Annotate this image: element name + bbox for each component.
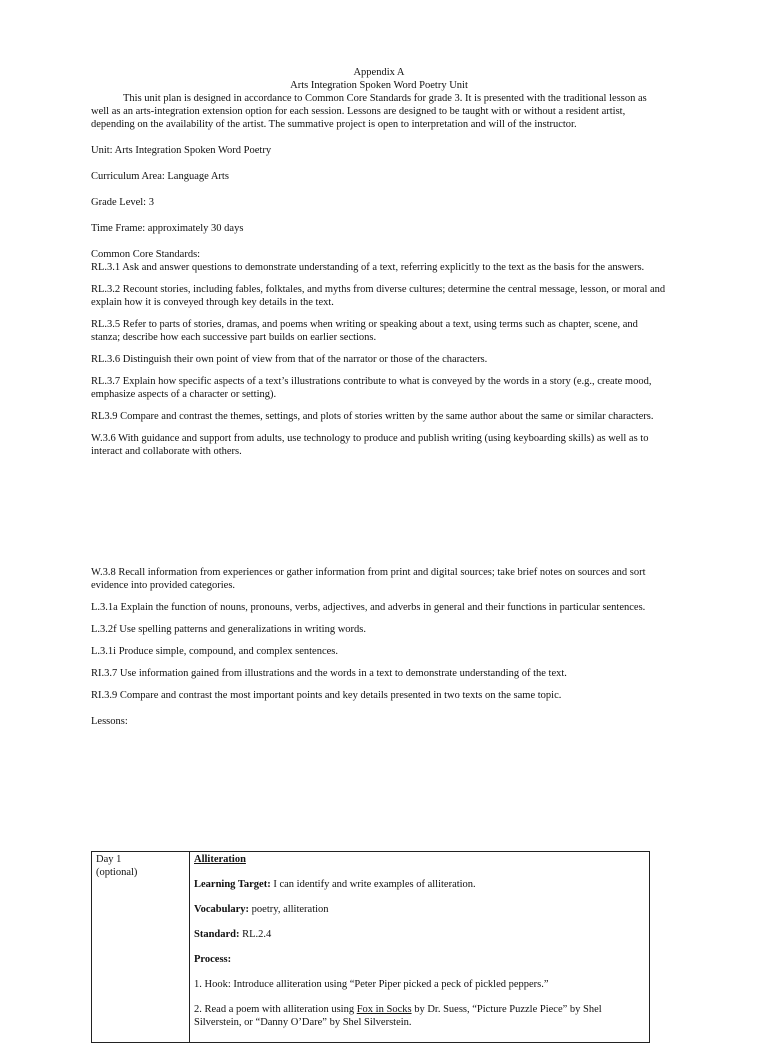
standard-item: RL.3.2 Recount stories, including fables, folktales, and myths from diverse cultures; determine the central message, lesson, or moral and explain how it is conveyed through key details in the text. [91, 284, 666, 308]
standard-item: RL.3.6 Distinguish their own point of view from that of the narrator or those of the characters. [91, 354, 488, 365]
page-title: Arts Integration Spoken Word Poetry Unit [290, 80, 468, 91]
standard: Standard: RL.2.4 [194, 929, 272, 940]
lessons-table [91, 851, 650, 1043]
lesson-title: Alliteration [194, 854, 246, 865]
grade-line: Grade Level: 3 [91, 197, 154, 208]
standard-item: L.3.2f Use spelling patterns and generalizations in writing words. [91, 624, 366, 635]
vocabulary: Vocabulary: poetry, alliteration [194, 904, 329, 915]
day-note: (optional) [96, 867, 138, 878]
appendix-label: Appendix A [353, 67, 405, 78]
standards-list-top [91, 261, 667, 458]
process-step-1: 1. Hook: Introduce alliteration using “Peter Piper picked a peck of pickled peppers.” [194, 979, 549, 990]
learning-target: Learning Target: I can identify and write examples of alliteration. [194, 879, 476, 890]
standard-item: RL.3.1 Ask and answer questions to demonstrate understanding of a text, referring explicitly to the text as the basis for the answers. [91, 262, 645, 273]
book-title-link: Fox in Socks [356, 1004, 412, 1015]
standards-list-bottom [91, 566, 667, 702]
standard-item: RL.3.5 Refer to parts of stories, dramas, and poems when writing or speaking about a text, using terms such as chapter, scene, and stanza; describe how each successive part builds on earlier sections. [91, 319, 638, 343]
process-step-2: 2. Read a poem with alliteration using Fox in Socks by Dr. Suess, “Picture Puzzle Piece” by Shel Silverstein, or “Danny O’Dare” by Shel Silverstein. [194, 1004, 602, 1028]
process-heading: Process: [194, 954, 232, 965]
standard-item: W.3.8 Recall information from experiences or gather information from print and digital sources; take brief notes on sources and sort evidence into provided categories. [91, 567, 646, 591]
lessons-heading: Lessons: [91, 716, 128, 727]
unit-line: Unit: Arts Integration Spoken Word Poetry [91, 145, 272, 156]
standard-item: RL3.9 Compare and contrast the themes, settings, and plots of stories written by the same author about the same or similar characters. [91, 411, 654, 422]
timeframe-line: Time Frame: approximately 30 days [91, 223, 244, 234]
standard-item: RI.3.7 Use information gained from illustrations and the words in a text to demonstrate understanding of the text. [91, 668, 567, 679]
standard-item: RL.3.7 Explain how specific aspects of a text’s illustrations contribute to what is conveyed by the words in a story (e.g., create mood, emphasize aspects of a character or setting). [91, 376, 652, 400]
lesson-cell [190, 852, 650, 1043]
standards-heading: Common Core Standards: [91, 249, 201, 260]
curriculum-line: Curriculum Area: Language Arts [91, 171, 229, 182]
standard-item: RI.3.9 Compare and contrast the most important points and key details presented in two texts on the same topic. [91, 690, 562, 701]
standard-item: W.3.6 With guidance and support from adults, use technology to produce and publish writing (using keyboarding skills) as well as to interact and collaborate with others. [91, 433, 649, 457]
document-page [91, 66, 667, 728]
day-label: Day 1 [96, 854, 122, 865]
day-cell [92, 852, 190, 1043]
standard-item: L.3.1a Explain the function of nouns, pronouns, verbs, adjectives, and adverbs in general and their functions in particular sentences. [91, 602, 646, 613]
table-row [92, 852, 650, 1043]
standard-item: L.3.1i Produce simple, compound, and complex sentences. [91, 646, 338, 657]
blank-space [91, 458, 667, 566]
intro-paragraph: This unit plan is designed in accordance to Common Core Standards for grade 3. It is presented with the traditional lesson as well as an arts-integration extension option for each session. Lessons are designed to be taught with or without a resident artist, depending on the availability of the artist. The summative project is open to interpretation and will of the instructor. [91, 93, 647, 130]
